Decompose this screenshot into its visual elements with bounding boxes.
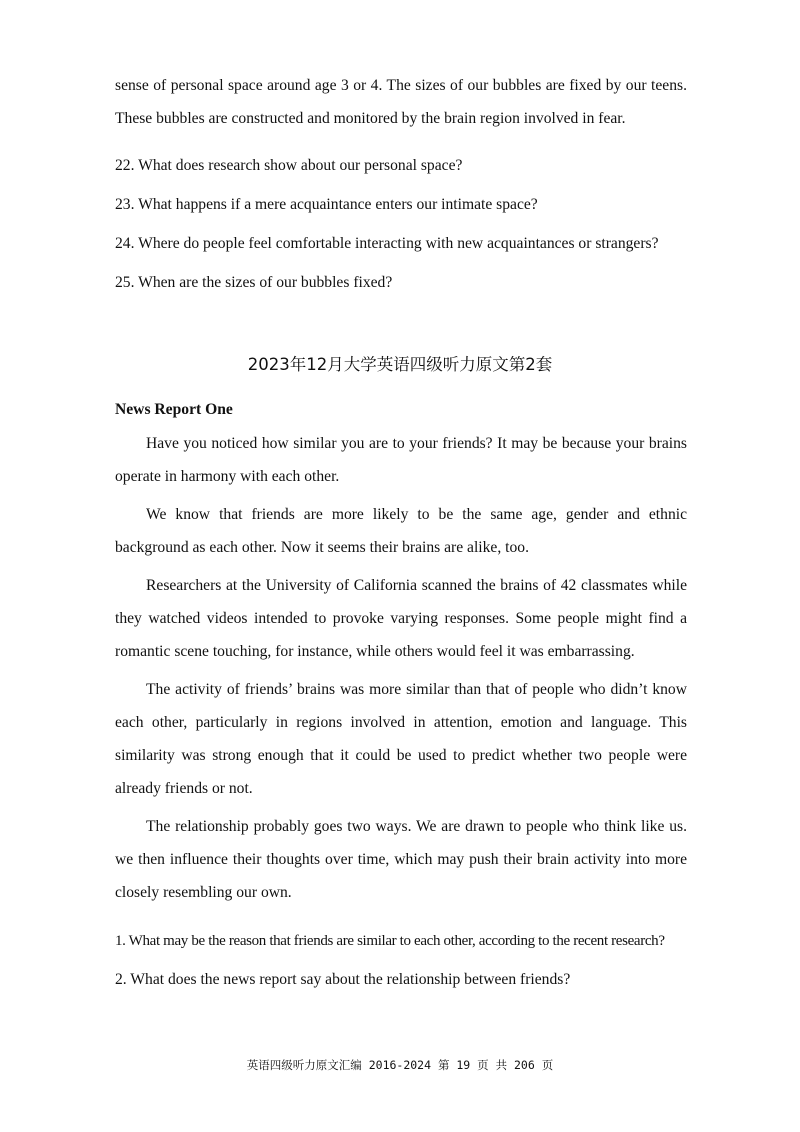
paragraph-line: already friends or not. <box>115 780 253 797</box>
paragraph-line: These bubbles are constructed and monitored by the brain region involved in fear. <box>115 110 626 127</box>
paragraph-line: sense of personal space around age 3 or 4. The sizes of our bubbles are fixed by our teens. <box>115 77 687 94</box>
paragraph-line: romantic scene touching, for instance, while others would feel it was embarrassing. <box>115 643 635 660</box>
paragraph-line: background as each other. Now it seems their brains are alike, too. <box>115 539 529 556</box>
paragraph-line: Have you noticed how similar you are to your friends? It may be because your brains <box>146 435 687 452</box>
question-item: 22. What does research show about our personal space? <box>115 157 463 174</box>
question-item: 2. What does the news report say about the relationship between friends? <box>115 971 571 988</box>
question-item: 1. What may be the reason that friends are similar to each other, according to the recent research? <box>115 933 665 949</box>
paragraph-line: Researchers at the University of California scanned the brains of 42 classmates while <box>146 577 687 594</box>
paragraph-line: The relationship probably goes two ways. We are drawn to people who think like us. <box>146 818 687 835</box>
paragraph-line: similarity was strong enough that it could be used to predict whether two people were <box>115 747 687 764</box>
paragraph-line: We know that friends are more likely to be the same age, gender and ethnic <box>146 506 687 523</box>
paragraph-line: The activity of friends’ brains was more similar than that of people who didn’t know <box>146 681 687 698</box>
paragraph-line: each other, particularly in regions involved in attention, emotion and language. This <box>115 714 687 731</box>
report-title: News Report One <box>115 401 233 418</box>
paragraph-line: they watched videos intended to provoke varying responses. Some people might find a <box>115 610 687 627</box>
question-item: 23. What happens if a mere acquaintance enters our intimate space? <box>115 196 538 213</box>
question-item: 25. When are the sizes of our bubbles fixed? <box>115 274 393 291</box>
question-item: 24. Where do people feel comfortable interacting with new acquaintances or strangers? <box>115 235 659 252</box>
paragraph-line: operate in harmony with each other. <box>115 468 340 485</box>
page-footer: 英语四级听力原文汇编 2016-2024 第 19 页 共 206 页 <box>246 1058 554 1072</box>
paragraph-line: closely resembling our own. <box>115 884 292 901</box>
paragraph-line: we then influence their thoughts over time, which may push their brain activity into more <box>115 851 687 868</box>
section-title: 2023年12月大学英语四级听力原文第2套 <box>247 355 553 374</box>
